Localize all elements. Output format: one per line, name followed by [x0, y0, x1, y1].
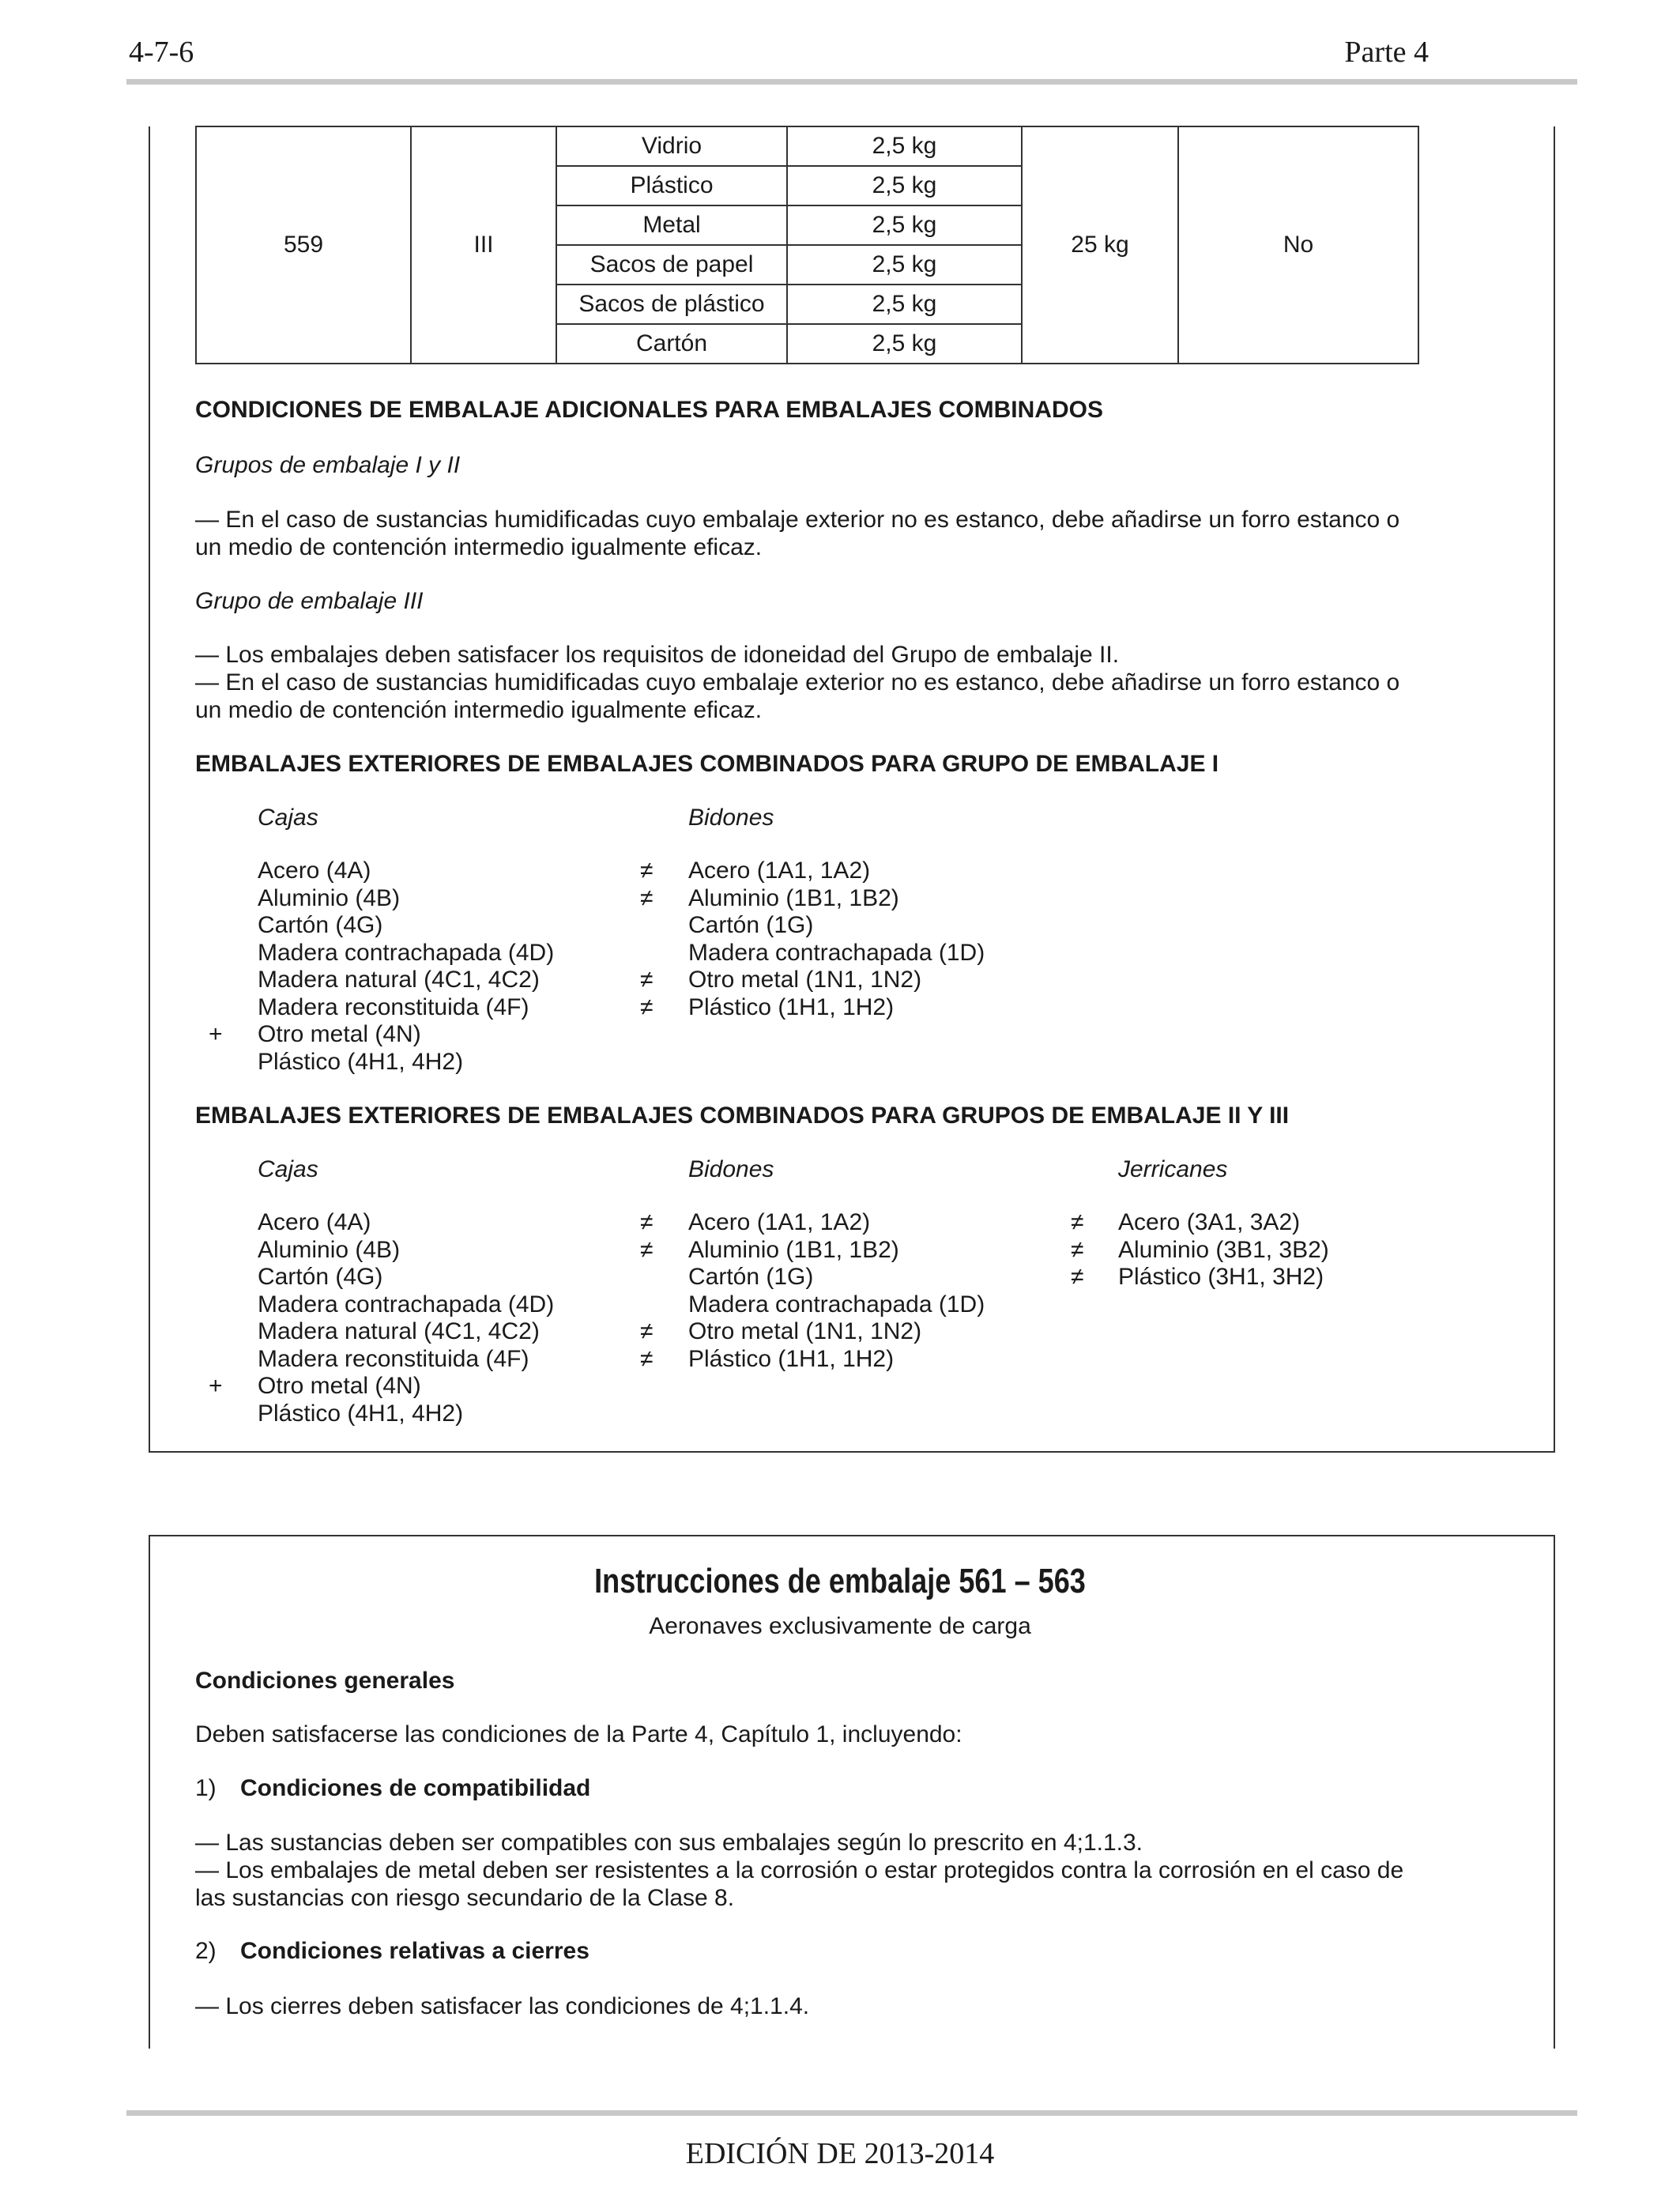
inner-qty: 2,5 kg: [787, 324, 1022, 364]
drum-marks: [640, 1209, 653, 1373]
box-item: Cartón (4G): [258, 912, 383, 938]
paragraph: un medio de contención intermedio igualmente eficaz.: [195, 534, 763, 560]
packing-group: III: [411, 126, 556, 364]
column-heading-boxes: Cajas: [258, 1156, 318, 1182]
box-item: Madera natural (4C1, 4C2): [258, 967, 540, 993]
box-mark: [209, 885, 223, 913]
part-label: Parte 4: [1344, 36, 1429, 69]
paragraph: Deben satisfacerse las condiciones de la Parte 4, Capítulo 1, incluyendo:: [195, 1721, 962, 1747]
box-item: Plástico (4H1, 4H2): [258, 1048, 464, 1075]
box-item: Madera natural (4C1, 4C2): [258, 1318, 540, 1344]
box-mark: +: [209, 1021, 223, 1047]
total-qty: 25 kg: [1022, 126, 1178, 364]
box-mark: [209, 1346, 223, 1374]
paragraph: — Los embalajes deben satisfacer los requisitos de idoneidad del Grupo de embalaje II.: [195, 642, 1120, 668]
drum-mark: ≠: [640, 1345, 654, 1372]
section-heading: EMBALAJES EXTERIORES DE EMBALAJES COMBINADOS PARA GRUPO DE EMBALAJE I: [195, 751, 1219, 777]
inner-qty: 2,5 kg: [787, 245, 1022, 285]
paragraph: las sustancias con riesgo secundario de la Clase 8.: [195, 1885, 735, 1911]
paragraph: — En el caso de sustancias humidificadas cuyo embalaje exterior no es estanco, debe añadirse un forro estanco o: [195, 669, 1400, 696]
paragraph: — Las sustancias deben ser compatibles con sus embalajes según lo prescrito en 4;1.1.3.: [195, 1830, 1143, 1856]
box-item: Plástico (4H1, 4H2): [258, 1400, 464, 1427]
box-marks: [209, 1209, 223, 1427]
drum-item: Otro metal (1N1, 1N2): [688, 967, 922, 993]
drum-mark: ≠: [640, 993, 654, 1020]
header-rule: [126, 79, 1577, 85]
box-mark: [209, 1209, 223, 1237]
drum-mark: ≠: [640, 1236, 654, 1263]
box-mark: [209, 858, 223, 885]
paragraph: — Los embalajes de metal deben ser resistentes a la corrosión o estar protegidos contra la corrosión en el caso de: [195, 1857, 1404, 1883]
box-list: [258, 858, 554, 1076]
drum-item: Plástico (1H1, 1H2): [688, 1345, 895, 1372]
column-heading-boxes: Cajas: [258, 805, 318, 831]
inner-qty: 2,5 kg: [787, 166, 1022, 205]
paragraph: — En el caso de sustancias humidificadas cuyo embalaje exterior no es estanco, debe añadirse un forro estanco o: [195, 507, 1400, 533]
inner-qty: 2,5 kg: [787, 126, 1022, 166]
jerrican-item: Aluminio (3B1, 3B2): [1118, 1236, 1329, 1263]
subheading: Grupo de embalaje III: [195, 588, 424, 614]
drum-mark: [640, 1291, 653, 1319]
box-mark: [209, 1291, 223, 1319]
inner-type: Plástico: [556, 166, 787, 205]
column-heading-drums: Bidones: [688, 805, 774, 831]
jerrican-item: Acero (3A1, 3A2): [1118, 1209, 1301, 1235]
drum-marks: [640, 858, 653, 1021]
drum-mark: [640, 940, 653, 967]
subheading: Grupos de embalaje I y II: [195, 452, 461, 478]
condition-number: 2): [195, 1938, 217, 1964]
box-item: Aluminio (4B): [258, 884, 401, 911]
general-heading: Condiciones generales: [195, 1668, 455, 1694]
condition-number: 1): [195, 1775, 217, 1801]
instruction-subtitle: Aeronaves exclusivamente de carga: [649, 1613, 1031, 1639]
drum-item: Aluminio (1B1, 1B2): [688, 884, 899, 911]
packing-table: [195, 126, 1419, 364]
drum-item: Otro metal (1N1, 1N2): [688, 1318, 922, 1344]
box-mark: +: [209, 1373, 223, 1399]
box-mark: [209, 967, 223, 994]
box-marks: [209, 858, 223, 1076]
paragraph: — Los cierres deben satisfacer las condiciones de 4;1.1.4.: [195, 1993, 810, 2019]
inner-type: Vidrio: [556, 126, 787, 166]
drum-item: Acero (1A1, 1A2): [688, 858, 871, 884]
paragraph: un medio de contención intermedio igualmente eficaz.: [195, 697, 763, 723]
extra-value: No: [1178, 126, 1418, 364]
drum-item: Madera contrachapada (1D): [688, 939, 985, 966]
inner-type: Metal: [556, 205, 787, 245]
column-heading-jerricans: Jerricanes: [1118, 1156, 1228, 1182]
box-item: Madera contrachapada (4D): [258, 1291, 555, 1318]
jerrican-mark: ≠: [1071, 1236, 1084, 1263]
column-heading-drums: Bidones: [688, 1156, 774, 1182]
condition-title: Condiciones de compatibilidad: [240, 1775, 591, 1801]
box-mark: [209, 1049, 223, 1076]
edition-footer: EDICIÓN DE 2013-2014: [685, 2137, 995, 2170]
drum-item: Plástico (1H1, 1H2): [688, 993, 895, 1020]
box-item: Acero (4A): [258, 1209, 371, 1235]
jerrican-marks: [1071, 1209, 1083, 1291]
inner-qty: 2,5 kg: [787, 285, 1022, 324]
box-item: Madera reconstituida (4F): [258, 993, 529, 1020]
box-item: Aluminio (4B): [258, 1236, 401, 1263]
drum-mark: ≠: [640, 1209, 654, 1235]
box-item: Acero (4A): [258, 858, 371, 884]
footer-rule: [126, 2110, 1577, 2116]
box-mark: [209, 1237, 223, 1265]
drum-mark: ≠: [640, 858, 654, 884]
drum-item: Cartón (1G): [688, 1264, 814, 1290]
drum-mark: [640, 1264, 653, 1291]
instruction-title: Instrucciones de embalaje 561 – 563: [594, 1562, 1086, 1600]
box-mark: [209, 994, 223, 1022]
jerrican-mark: ≠: [1071, 1264, 1084, 1290]
jerrican-item: Plástico (3H1, 3H2): [1118, 1264, 1324, 1290]
box-item: Madera contrachapada (4D): [258, 939, 555, 966]
drum-mark: ≠: [640, 1318, 654, 1344]
box-item: Madera reconstituida (4F): [258, 1345, 529, 1372]
drum-mark: [640, 912, 653, 940]
jerrican-list: [1118, 1209, 1329, 1291]
box-item: Otro metal (4N): [258, 1021, 421, 1047]
condition-title: Condiciones relativas a cierres: [240, 1938, 590, 1964]
box-mark: [209, 1400, 223, 1428]
inner-type: Sacos de papel: [556, 245, 787, 285]
box-item: Otro metal (4N): [258, 1373, 421, 1399]
box-list: [258, 1209, 554, 1427]
section-heading: EMBALAJES EXTERIORES DE EMBALAJES COMBINADOS PARA GRUPOS DE EMBALAJE II Y III: [195, 1103, 1290, 1129]
inner-type: Sacos de plástico: [556, 285, 787, 324]
drum-item: Acero (1A1, 1A2): [688, 1209, 871, 1235]
inner-qty: 2,5 kg: [787, 205, 1022, 245]
drum-mark: ≠: [640, 967, 654, 993]
inner-type: Cartón: [556, 324, 787, 364]
drum-item: Aluminio (1B1, 1B2): [688, 1236, 899, 1263]
section-heading: CONDICIONES DE EMBALAJE ADICIONALES PARA EMBALAJES COMBINADOS: [195, 397, 1103, 423]
jerrican-mark: ≠: [1071, 1209, 1084, 1235]
drum-item: Cartón (1G): [688, 912, 814, 938]
drum-list: [688, 858, 985, 1021]
page-number: 4-7-6: [129, 36, 194, 69]
box-item: Cartón (4G): [258, 1264, 383, 1290]
instruction-number: 559: [196, 126, 411, 364]
drum-mark: ≠: [640, 884, 654, 911]
drum-item: Madera contrachapada (1D): [688, 1291, 985, 1318]
box-mark: [209, 912, 223, 940]
drum-list: [688, 1209, 985, 1373]
box-mark: [209, 1318, 223, 1346]
box-mark: [209, 940, 223, 967]
box-mark: [209, 1264, 223, 1291]
